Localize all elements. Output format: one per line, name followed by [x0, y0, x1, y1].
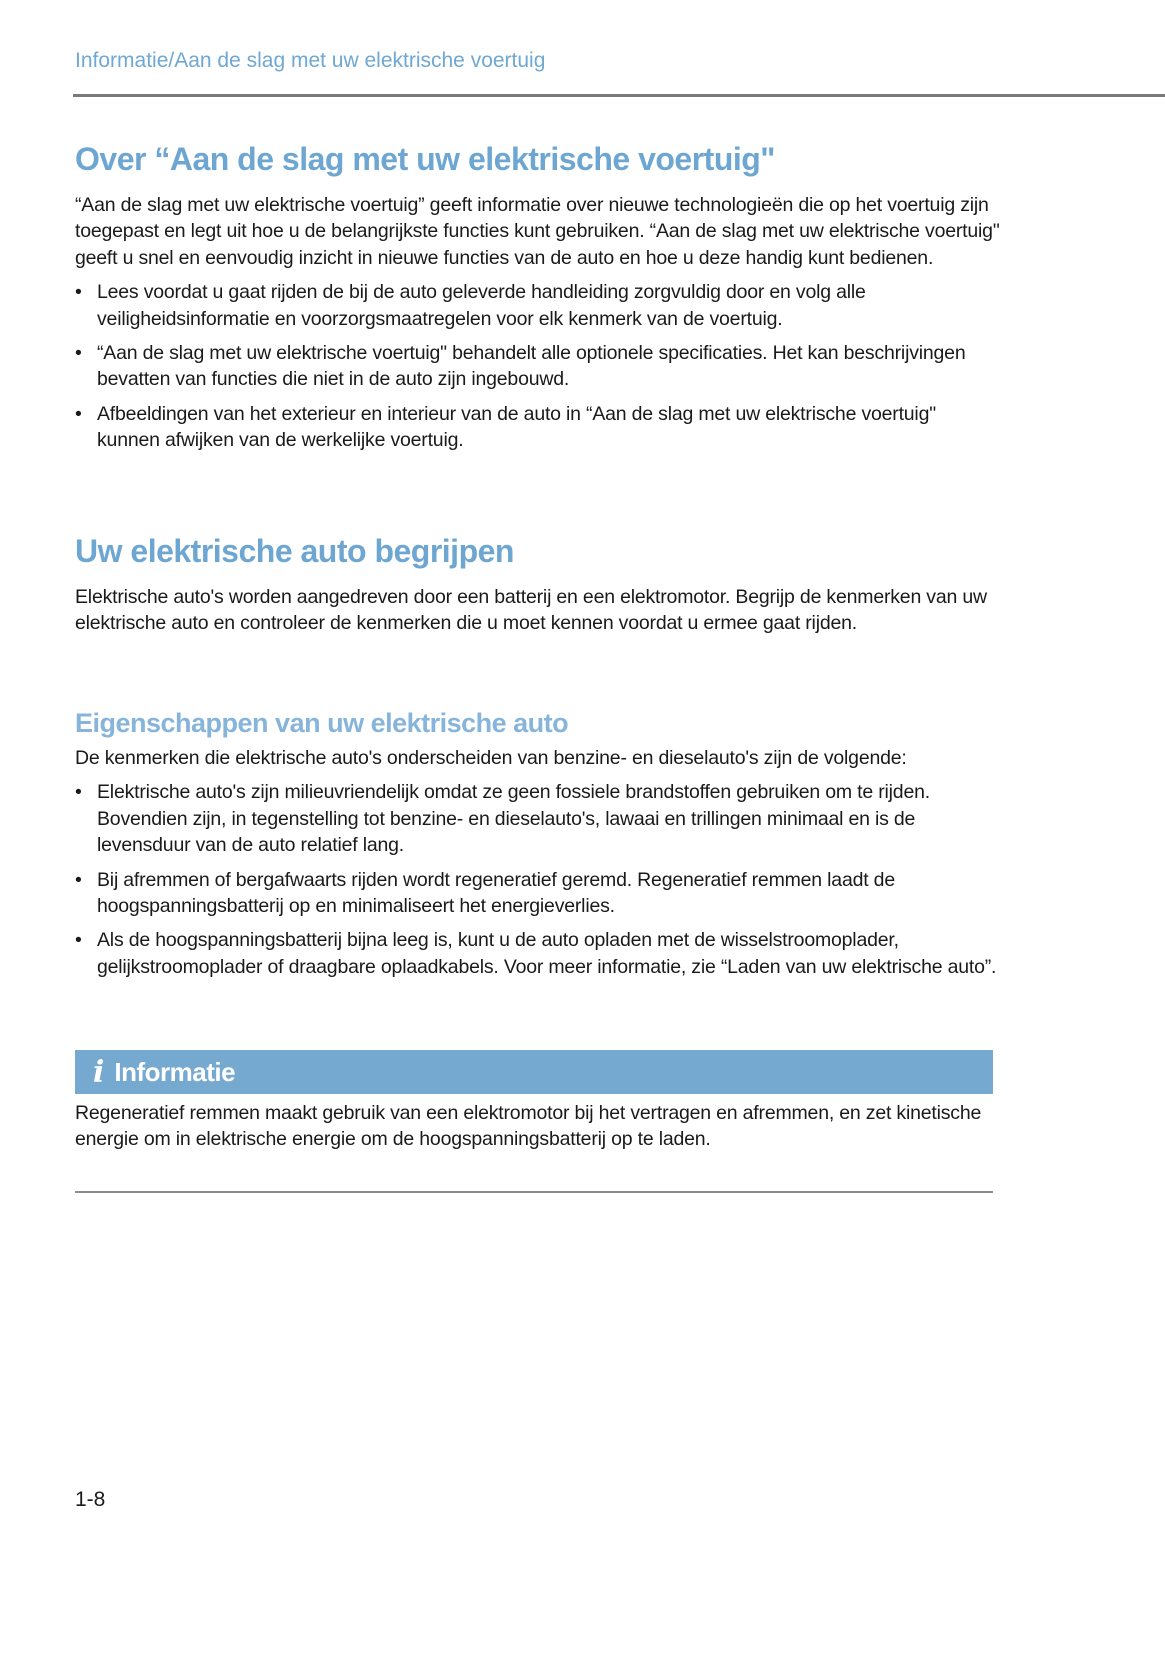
list-item-text: Afbeeldingen van het exterieur en interieur van de auto in “Aan de slag met uw elektrische voertuig" kunnen afwijken van de werkelijke voertuig. [97, 402, 936, 452]
page-number: 1-8 [75, 1488, 106, 1511]
header-divider [73, 94, 1165, 97]
bullet-list [75, 279, 1000, 453]
section-paragraph: Elektrische auto's worden aangedreven door een batterij en een elektromotor. Begrijp de kenmerken van uw elektrische auto en controleer de kenmerken die u moet kennen voordat u ermee gaat rijden. [75, 586, 987, 635]
section-properties [75, 708, 1000, 980]
list-item-text: Lees voordat u gaat rijden de bij de auto geleverde handleiding zorgvuldig door en volg alle veiligheidsinformatie en voorzorgsmaatregelen voor elk kenmerk van de voertuig. [97, 281, 866, 330]
list-item-text: Elektrische auto's zijn milieuvriendelijk omdat ze geen fossiele brandstoffen gebruiken om te rijden. Bovendien zijn, in tegenstelling tot benzine- en dieselauto's, lawaai en trillingen minimaal en is de levensduur van de auto relatief lang. [97, 781, 930, 857]
bullet: • [75, 402, 82, 425]
list-item [75, 279, 1000, 332]
bullet: • [75, 342, 82, 365]
bullet-list [75, 779, 1000, 980]
info-box-body [75, 1100, 993, 1153]
list-item-text: Bij afremmen of bergafwaarts rijden wordt regeneratief geremd. Regeneratief remmen laadt de hoogspanningsbatterij op en minimaliseert het energieverlies. [97, 868, 895, 918]
section-understand [75, 533, 1000, 637]
list-item [75, 867, 1000, 920]
list-item-text: “Aan de slag met uw elektrische voertuig" behandelt alle optionele specificaties. Het kan beschrijvingen bevatten van functies die niet in de auto zijn ingebouwd. [97, 342, 966, 391]
list-item [75, 401, 1000, 454]
section-paragraph: De kenmerken die elektrische auto's onderscheiden van benzine- en dieselauto's zijn de volgende: [75, 747, 907, 769]
bullet: • [75, 281, 82, 304]
bullet: • [75, 868, 82, 891]
info-box-divider [75, 1191, 993, 1193]
bullet: • [75, 781, 82, 804]
subsection-title: Eigenschappen van uw elektrische auto [75, 708, 569, 738]
list-item [75, 927, 1000, 980]
list-item [75, 340, 1000, 393]
bullet: • [75, 929, 82, 952]
breadcrumb: Informatie/Aan de slag met uw elektrische voertuig [75, 49, 546, 72]
section-about [75, 141, 1000, 454]
list-item [75, 779, 1000, 858]
intro-paragraph: “Aan de slag met uw elektrische voertuig” geeft informatie over nieuwe technologieën die op het voertuig zijn toegepast en legt uit hoe u de belangrijkste functies kunt gebruiken. “Aan de slag met uw elektrische voertuig" geeft u snel en eenvoudig inzicht in nieuwe functies van de auto en hoe u deze handig kunt bedienen. [75, 194, 1000, 269]
section-title: Over “Aan de slag met uw elektrische voertuig" [75, 141, 775, 177]
section-title: Uw elektrische auto begrijpen [75, 533, 514, 569]
info-text: Regeneratief remmen maakt gebruik van een elektromotor bij het vertragen en afremmen, en zet kinetische energie om in elektrische energie om de hoogspanningsbatterij op te laden. [75, 1102, 982, 1151]
info-box-title: Informatie [114, 1056, 236, 1087]
info-box-header [75, 1050, 993, 1094]
list-item-text: Als de hoogspanningsbatterij bijna leeg is, kunt u de auto opladen met de wisselstroomoplader, gelijkstroomoplader of draagbare oplaadkabels. Voor meer informatie, zie “Laden van uw elektrische auto”. [97, 929, 997, 978]
info-icon: i [93, 1054, 105, 1090]
